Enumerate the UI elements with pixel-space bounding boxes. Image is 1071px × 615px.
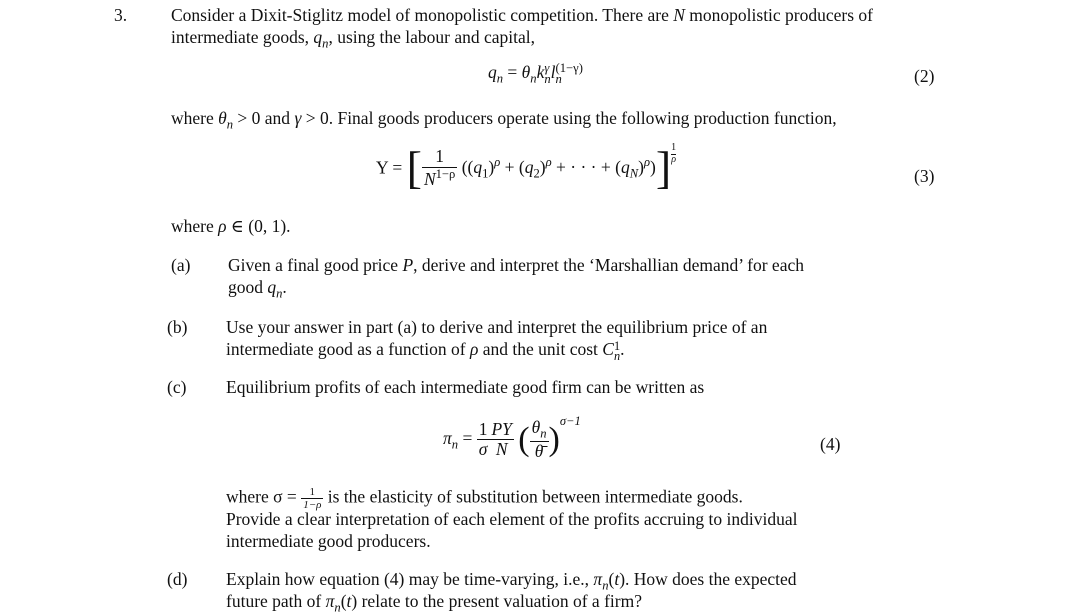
part-b-label: (b) xyxy=(167,317,188,337)
eq2-l-sup: (1−γ) xyxy=(555,60,583,75)
equation-4: $\pi_n$ = $\frac{1}{\sigma}$ $\frac{PY}{N}$ ( $\frac{\theta_n}{\thetā}$ )σ−1 xyxy=(443,414,581,462)
equation-2-number: (2) xyxy=(914,66,935,86)
eq3-frac-den: N xyxy=(423,168,436,189)
eq2-k: k xyxy=(536,62,545,82)
part-d-line-1: Explain how equation (4) may be time-varying, i.e., $\pi_n(t)$. How does the expected xyxy=(226,569,797,593)
part-a-label: (a) xyxy=(171,255,191,275)
question-number: 3. xyxy=(114,5,128,25)
intro-line-2: intermediate goods, $q_n$, using the labour and capital, xyxy=(171,27,535,51)
right-bracket: ] xyxy=(655,142,672,193)
eq4-exponent: σ−1 xyxy=(559,414,581,428)
equation-4-number: (4) xyxy=(820,434,841,454)
eq2-theta: θ xyxy=(521,62,531,82)
part-a-line-2: good $q_n$. xyxy=(228,277,287,301)
eq2-equals: = xyxy=(507,62,518,82)
eq4-frac-3: $\frac{\theta_n}{\thetā}$ xyxy=(531,417,547,462)
part-c-line-4: intermediate good producers. xyxy=(226,531,431,551)
left-bracket: [ xyxy=(406,142,422,193)
equation-3-number: (3) xyxy=(914,166,935,186)
where-theta-line: where $\theta_n > 0$ and γ > 0. Final goods producers operate using the following production function, xyxy=(171,108,837,132)
equation-2 xyxy=(488,62,583,86)
eq4-frac-1: $\frac{1}{\sigma}$ xyxy=(478,419,488,460)
eq3-fraction xyxy=(422,147,457,188)
part-c-sigma-line: where σ = $\frac{1}{1-\rho}$ is the elasticity of substitution between intermediate goods. xyxy=(226,486,743,512)
part-c-line-3: Provide a clear interpretation of each element of the profits accruing to individual xyxy=(226,509,798,529)
part-b-line-1: Use your answer in part (a) to derive and interpret the equilibrium price of an xyxy=(226,317,768,337)
eq4-frac-2: $\frac{PY}{N}$ xyxy=(491,419,512,460)
eq2-theta-sub: n xyxy=(530,71,537,86)
part-c-label: (c) xyxy=(167,377,187,397)
eq2-lhs-sub: n xyxy=(496,71,504,86)
part-d-label: (d) xyxy=(167,569,188,589)
eq2-k-sub: n xyxy=(544,71,551,86)
equation-3: Y = [ $\frac{1}{N^{1-\rho}}$ ($(q_1)^\rho + (q_2)^\rho$ + · · · + $(q_N)^\rho$)] $\frac{1}{\rho}$ xyxy=(376,142,677,193)
intro-line-1: Consider a Dixit-Stiglitz model of monopolistic competition. There are N monopolistic producers of xyxy=(171,5,874,25)
eq2-l-sub: n xyxy=(555,71,562,86)
eq3-frac-num: 1 xyxy=(435,146,444,167)
where-rho-line: where ρ ∈ (0, 1). xyxy=(171,216,291,236)
eq3-frac-den-sup: 1−ρ xyxy=(435,166,456,181)
part-b-line-2: intermediate good as a function of ρ and the unit cost C 1 n . xyxy=(226,338,625,363)
part-d-line-2: future path of $\pi_n(t)$ relate to the present valuation of a firm? xyxy=(226,591,642,615)
eq3-outer-exponent: $\frac{1}{\rho}$ xyxy=(671,142,677,165)
eq2-l: l xyxy=(550,62,556,82)
part-a-line-1: Given a final good price P, derive and interpret the ‘Marshallian demand’ for each xyxy=(228,255,804,275)
part-c-line-1: Equilibrium profits of each intermediate good firm can be written as xyxy=(226,377,705,397)
eq2-k-sup: γ xyxy=(544,60,550,75)
eq2-lhs: q xyxy=(488,62,497,82)
